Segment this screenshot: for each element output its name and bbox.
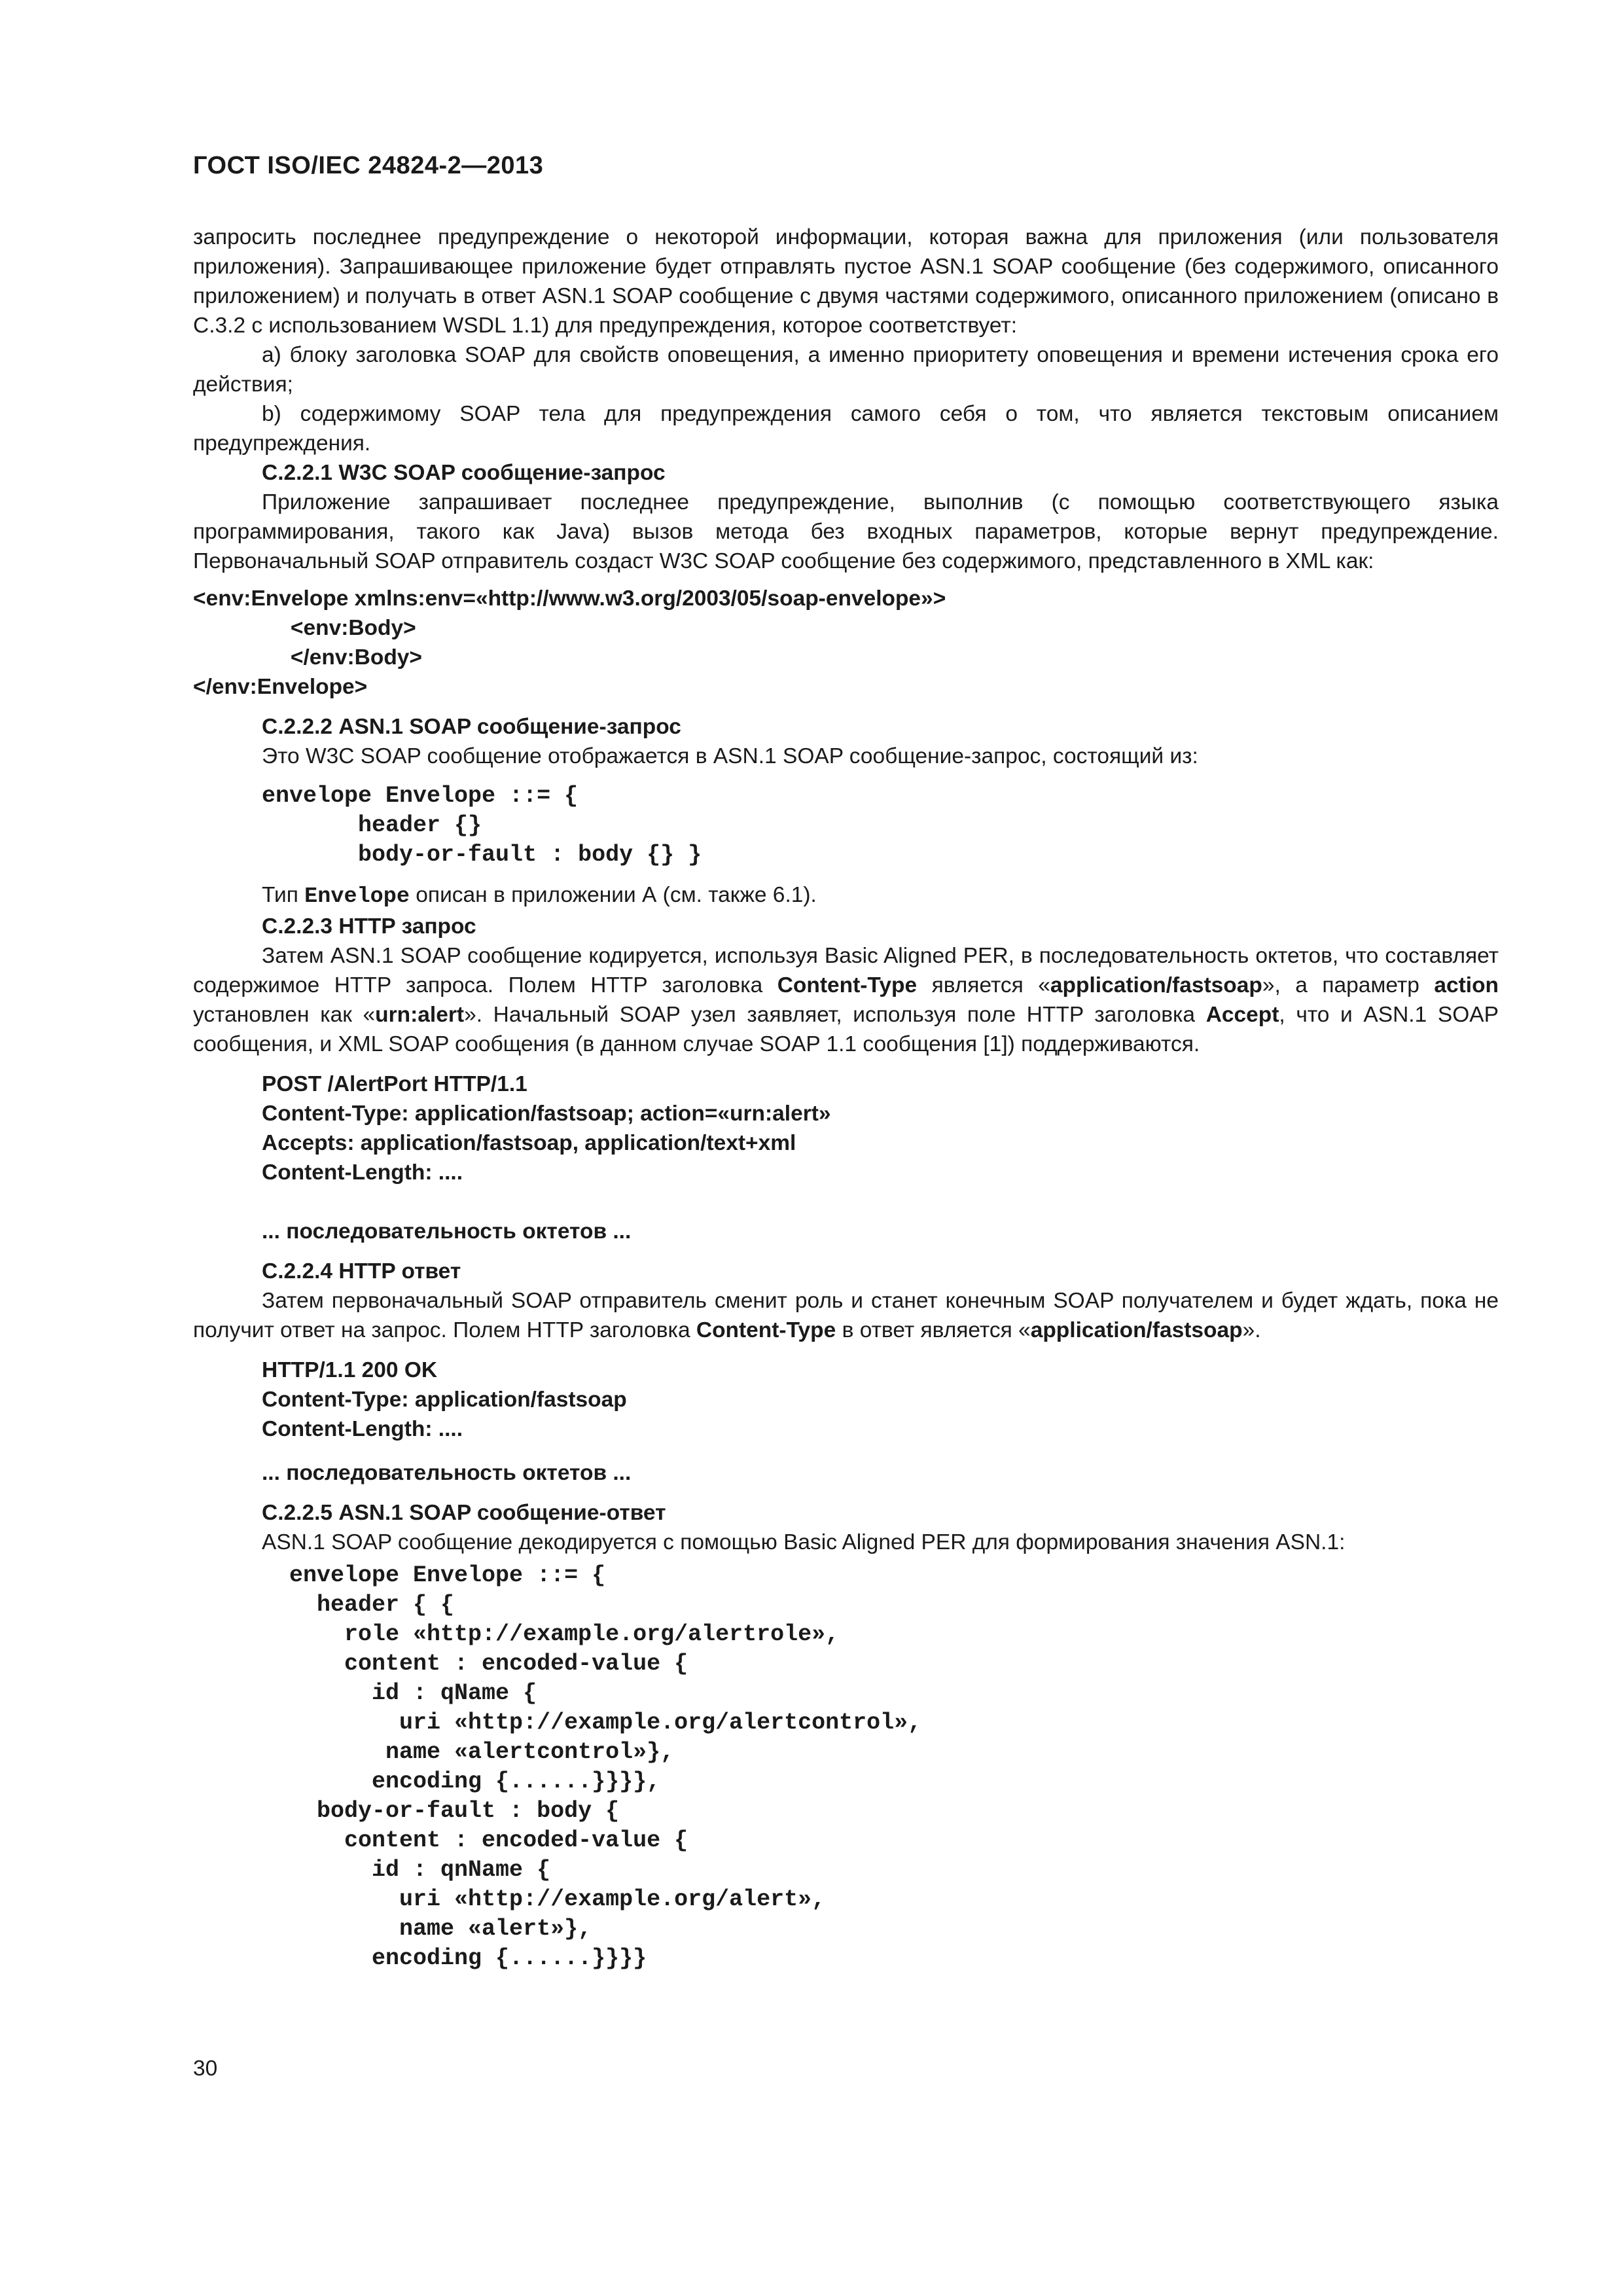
- section-c222-text: Это W3C SOAP сообщение отображается в ASN.1 SOAP сообщение-запрос, состоящий из:: [262, 744, 1198, 768]
- document-header-title: ГОСТ ISO/IEC 24824-2—2013: [193, 152, 544, 179]
- octet-sequence-response: ... последовательность октетов ...: [262, 1461, 632, 1485]
- section-c224-text: Затем первоначальный SOAP отправитель сменит роль и станет конечным SOAP получателем и будет ждать, пока не получит ответ на запрос. Полем HTTP заголовка Content-Type в ответ является «application/fastsoap».: [193, 1289, 1499, 1342]
- http-response-block: [193, 1355, 1499, 1444]
- section-heading-c224: С.2.2.4 HTTP ответ: [262, 1259, 461, 1283]
- section-heading-c221: С.2.2.1 W3C SOAP сообщение-запрос: [262, 461, 666, 485]
- section-heading-c225: С.2.2.5 ASN.1 SOAP сообщение-ответ: [262, 1501, 666, 1525]
- document-body: [193, 223, 1499, 1973]
- http-line: Content-Length: ....: [262, 1417, 463, 1441]
- envelope-type-note: Тип Envelope описан в приложении А (см. также 6.1).: [262, 883, 817, 909]
- http-line: Content-Length: ....: [262, 1160, 463, 1185]
- page-number: 30: [193, 2056, 218, 2081]
- section-c221-text: Приложение запрашивает последнее предупреждение, выполнив (с помощью соответствующего языка программирования, такого как Java) вызов метода без входных параметров, которые вернут предупреждение. Первоначальный SOAP отправитель создаст W3C SOAP сообщение без содержимого, представленного в XML как:: [193, 490, 1499, 573]
- intro-paragraph: запросить последнее предупреждение о некоторой информации, которая важна для приложения (или пользователя приложения). Запрашивающее приложение будет отправлять пустое ASN.1 SOAP сообщение (без содержимого, описанного приложением) и получать в ответ ASN.1 SOAP сообщение с двумя частями содержимого, описанного приложением (описано в С.3.2 с использованием WSDL 1.1) для предупреждения, которое соответствует:: [193, 225, 1499, 338]
- http-line: Content-Type: application/fastsoap; action=«urn:alert»: [262, 1102, 831, 1126]
- section-c223-text: Затем ASN.1 SOAP сообщение кодируется, используя Basic Aligned PER, в последовательность октетов, что составляет содержимое HTTP запроса. Полем HTTP заголовка Content-Type является «application/fastsoap», а параметр action установлен как «urn:alert». Начальный SOAP узел заявляет, используя поле HTTP заголовка Accept, что и ASN.1 SOAP сообщения, и XML SOAP сообщения (в данном случае SOAP 1.1 сообщения [1]) поддерживаются.: [193, 944, 1499, 1056]
- xml-line: <env:Envelope xmlns:env=«http://www.w3.org/2003/05/soap-envelope»>: [193, 586, 946, 611]
- section-c225-text: ASN.1 SOAP сообщение декодируется с помощью Basic Aligned PER для формирования значения ASN.1:: [262, 1530, 1346, 1554]
- xml-line: </env:Body>: [193, 645, 422, 670]
- asn1-response-code: envelope Envelope ::= { header { { role «http://example.org/alertrole», content : encoded-value { id : qName { uri «http://example.org/alertcontrol», name «alertcontrol»}, encoding {......}}}}, body-or-fault : body { content : encoded-value { id : qnName { uri «http://example.org/alert», name «alert»}, encoding {......}}}}: [289, 1562, 922, 1971]
- intro-list-item-a: a) блоку заголовка SOAP для свойств оповещения, а именно приоритету оповещения и времени истечения срока его действия;: [193, 343, 1499, 397]
- section-heading-c223: С.2.2.3 HTTP запрос: [262, 914, 476, 939]
- xml-line: </env:Envelope>: [193, 675, 368, 699]
- xml-code-block: [193, 584, 1499, 702]
- http-line: HTTP/1.1 200 OK: [262, 1358, 438, 1382]
- http-line: Accepts: application/fastsoap, application/text+xml: [262, 1131, 796, 1155]
- section-heading-c222: С.2.2.2 ASN.1 SOAP сообщение-запрос: [262, 715, 681, 739]
- asn1-request-code: envelope Envelope ::= { header {} body-or-fault : body {} }: [262, 783, 702, 868]
- http-line: Content-Type: application/fastsoap: [262, 1388, 627, 1412]
- http-line: POST /AlertPort HTTP/1.1: [262, 1072, 527, 1096]
- octet-sequence-request: ... последовательность октетов ...: [262, 1219, 632, 1244]
- xml-line: <env:Body>: [193, 616, 416, 640]
- http-request-block: [193, 1069, 1499, 1187]
- intro-list-item-b: b) содержимому SOAP тела для предупреждения самого себя о том, что является текстовым описанием предупреждения.: [193, 402, 1499, 456]
